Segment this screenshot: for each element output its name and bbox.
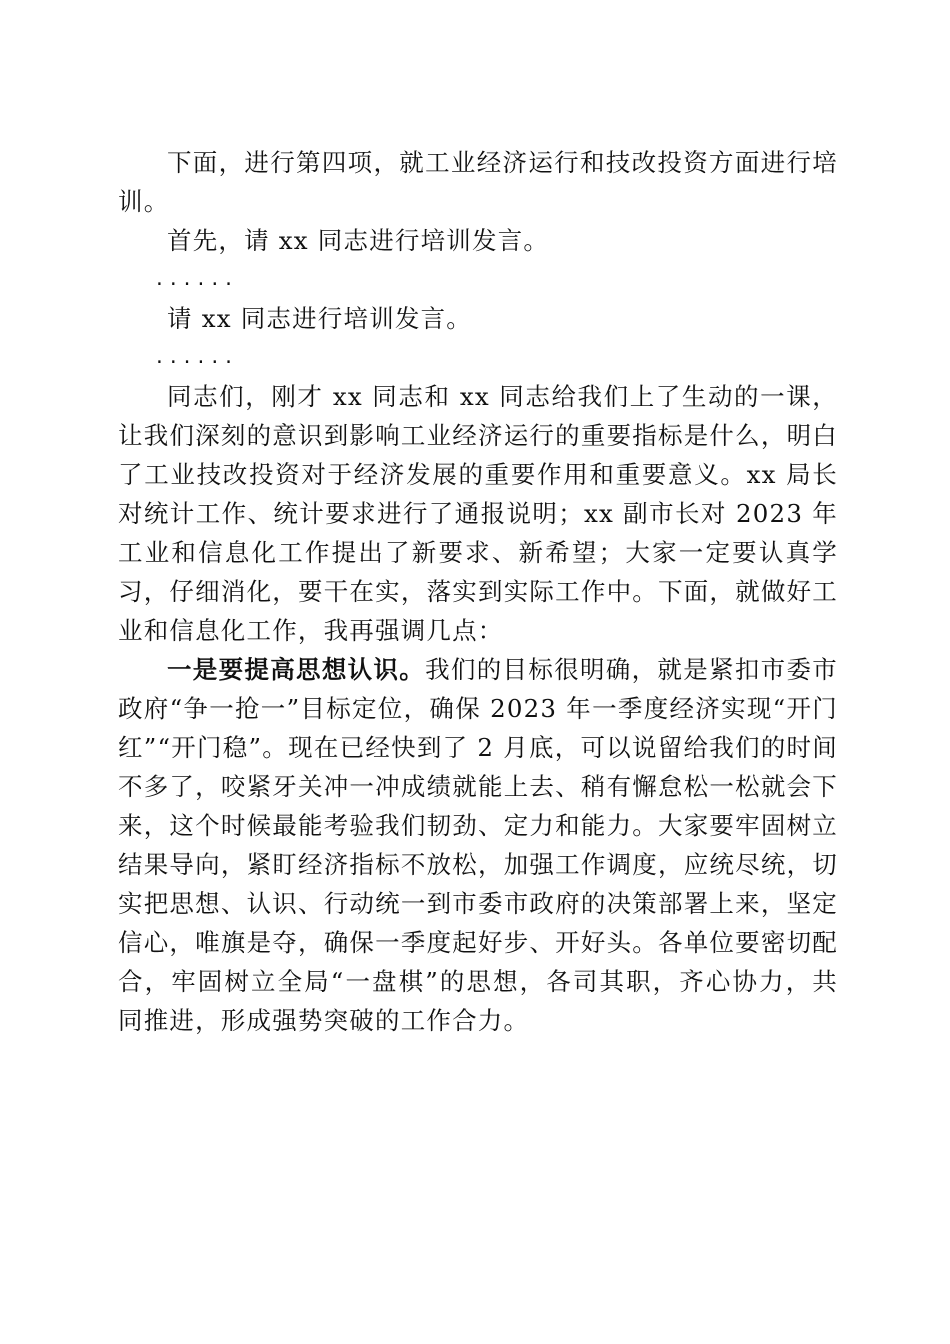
ellipsis-marker: ...... <box>154 347 238 368</box>
document-body <box>118 143 838 1040</box>
ellipsis-marker: ...... <box>154 269 238 290</box>
point-one-body: 我们的目标很明确，就是紧扣市委市政府“争一抢一”目标定位，确保 2023 年一季度经济实现“开门红”“开门稳”。现在已经快到了 2 月底，可以说留给我们的时间不多了，咬紧牙关冲一冲成绩就能上去、稍有懈怠松一松就会下来，这个时候最能考验我们韧劲、定力和能力。大家要牢固树立结果导向，紧盯经济指标不放松，加强工作调度，应统尽统，切实把思想、认识、行动统一到市委市政府的决策部署上来，坚定信心，唯旗是夺，确保一季度起好步、开好头。各单位要密切配合，牢固树立全局“一盘棋”的思想，各司其职，齐心协力，共同推进，形成强势突破的工作合力。 <box>118 655 839 1035</box>
paragraph-second-speaker: 请 xx 同志进行培训发言。 <box>167 304 473 333</box>
paragraph-point-one <box>118 650 838 1040</box>
point-one-heading: 一是要提高思想认识。 <box>167 655 426 684</box>
paragraph-first-speaker: 首先，请 xx 同志进行培训发言。 <box>167 226 550 255</box>
paragraph-item-fourth: 下面，进行第四项，就工业经济运行和技改投资方面进行培训。 <box>118 148 838 216</box>
paragraph-summary: 同志们，刚才 xx 同志和 xx 同志给我们上了生动的一课，让我们深刻的意识到影响工业经济运行的重要指标是什么，明白了工业技改投资对于经济发展的重要作用和重要意义。xx 局长对统计工作、统计要求进行了通报说明；xx 副市长对 2023 年工业和信息化工作提出了新要求、新希望；大家一定要认真学习，仔细消化，要干在实，落实到实际工作中。下面，就做好工业和信息化工作，我再强调几点： <box>118 382 838 645</box>
